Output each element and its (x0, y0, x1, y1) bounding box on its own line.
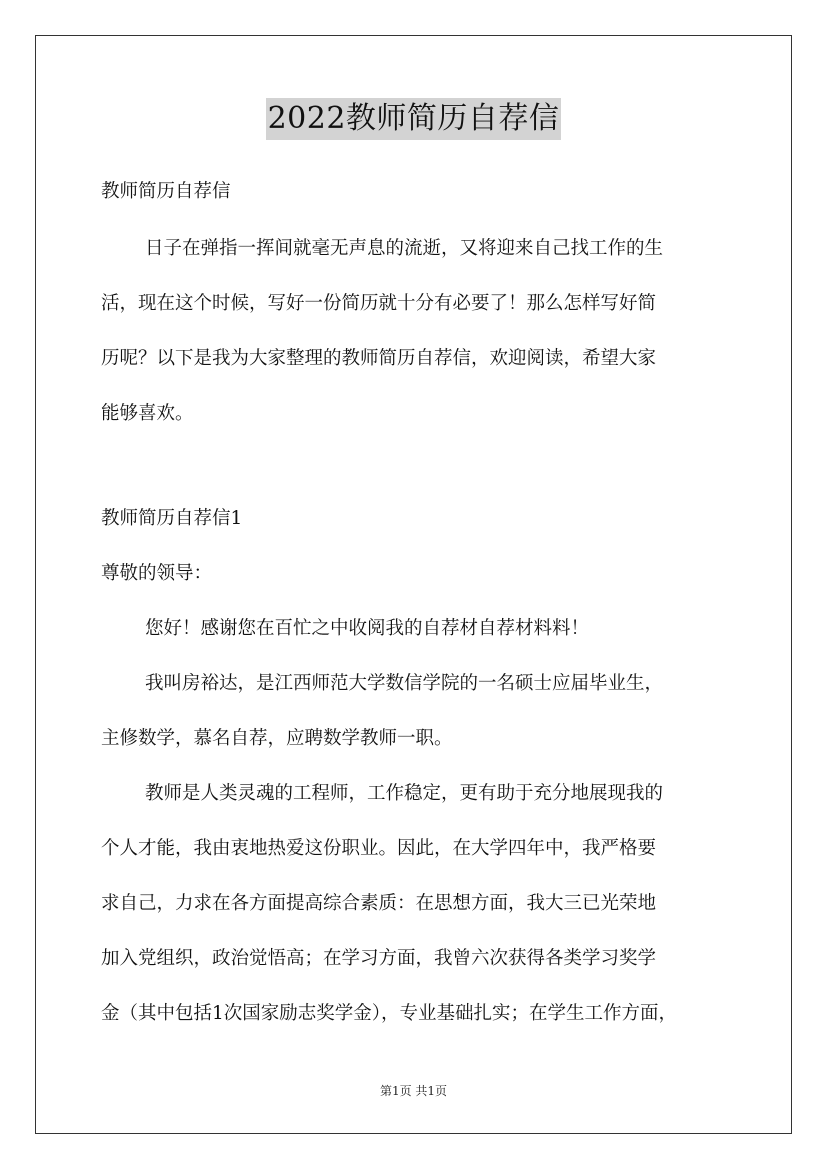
paragraph-line: 主修数学，慕名自荐，应聘数学教师一职。 (101, 728, 453, 749)
document-title: 2022教师简历自荐信 (266, 98, 562, 140)
page-footer: 第1页 共1页 (379, 1084, 448, 1098)
paragraph-line: 金（其中包括1次国家励志奖学金），专业基础扎实；在学生工作方面， (101, 1003, 678, 1024)
paragraph-line: 个人才能，我由衷地热爱这份职业。因此，在大学四年中，我严格要 (101, 838, 657, 859)
paragraph-line: 加入党组织，政治觉悟高；在学习方面，我曾六次获得各类学习奖学 (101, 948, 657, 969)
paragraph-line: 活，现在这个时候，写好一份简历就十分有必要了！那么怎样写好简 (101, 293, 657, 314)
paragraph-line: 求自己，力求在各方面提高综合素质：在思想方面，我大三已光荣地 (101, 893, 657, 914)
subheading: 教师简历自荐信 (101, 181, 231, 202)
title-wrap (0, 98, 827, 140)
paragraph-line: 我叫房裕达，是江西师范大学数信学院的一名硕士应届毕业生， (145, 673, 664, 694)
paragraph-line: 能够喜欢。 (101, 403, 194, 424)
paragraph-line: 您好！感谢您在百忙之中收阅我的自荐材自荐材料料！ (145, 618, 590, 639)
section-heading: 教师简历自荐信1 (101, 508, 243, 529)
paragraph-line: 教师是人类灵魂的工程师，工作稳定，更有助于充分地展现我的 (145, 783, 664, 804)
salutation: 尊敬的领导： (101, 563, 213, 584)
paragraph-line: 日子在弹指一挥间就毫无声息的流逝，又将迎来自己找工作的生 (145, 238, 664, 259)
paragraph-line: 历呢？以下是我为大家整理的教师简历自荐信，欢迎阅读，希望大家 (101, 348, 657, 369)
